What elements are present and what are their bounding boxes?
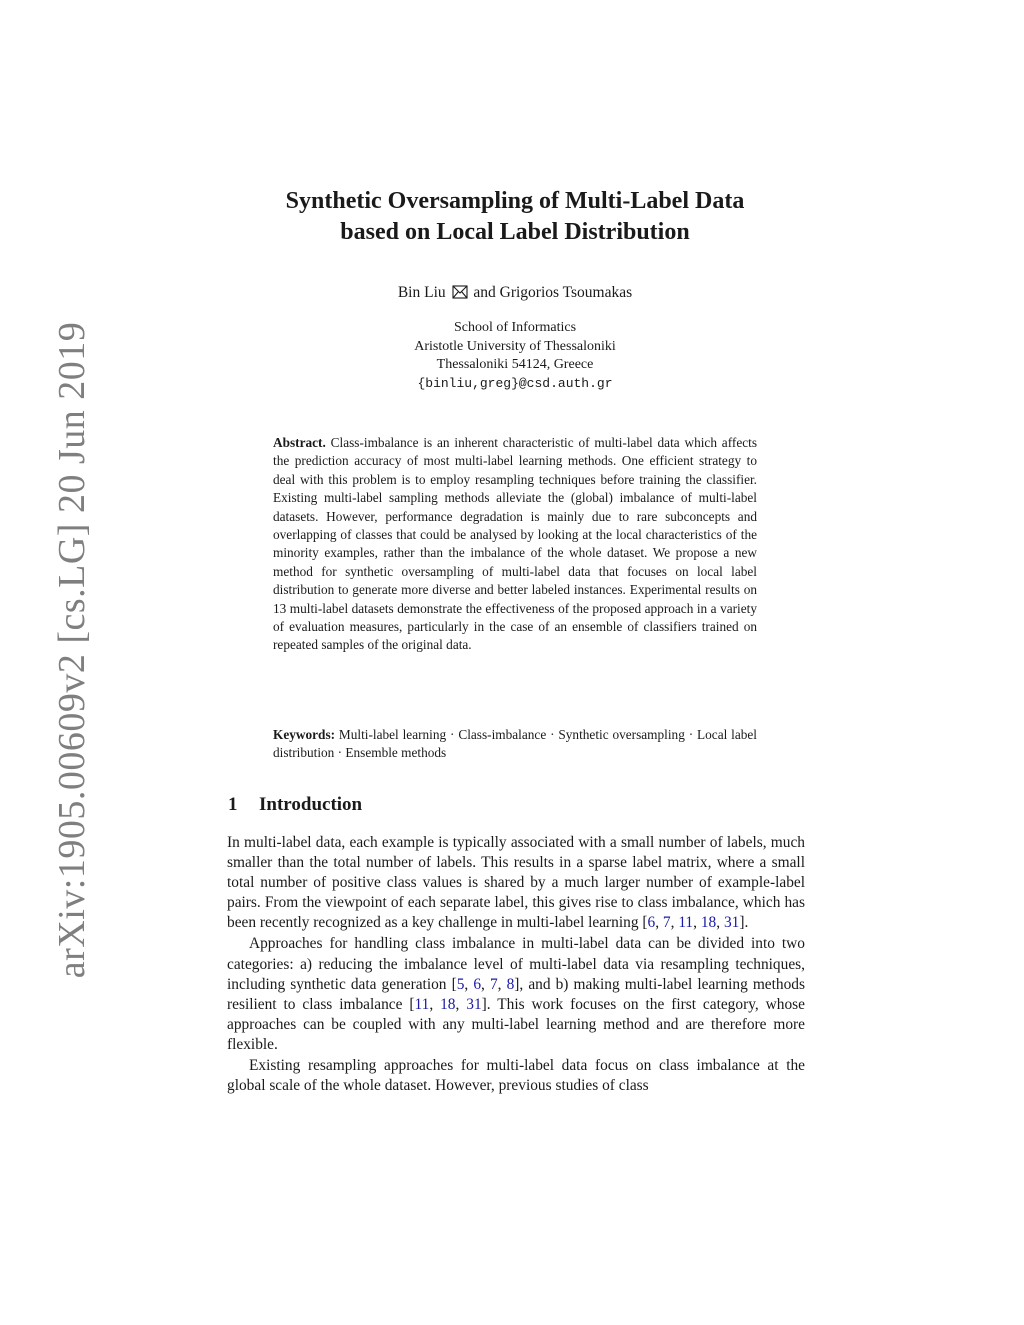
citation-link[interactable]: 5 bbox=[456, 975, 465, 993]
affiliation-city: Thessaloniki 54124, Greece bbox=[436, 357, 594, 372]
keywords-label: Keywords: bbox=[273, 727, 336, 742]
citation-link[interactable]: 11 bbox=[678, 914, 694, 932]
section-heading bbox=[228, 794, 362, 816]
body-text bbox=[227, 833, 805, 1097]
citation-link[interactable]: 18 bbox=[440, 995, 456, 1013]
keywords bbox=[273, 726, 757, 763]
title-line-1: Synthetic Oversampling of Multi-Label Data bbox=[285, 188, 745, 214]
keywords-text: Multi-label learning · Class-imbalance · Synthetic oversampling · Local label distribution · Ensemble methods bbox=[273, 727, 757, 761]
abstract-label: Abstract. bbox=[273, 435, 326, 450]
citation-link[interactable]: 8 bbox=[506, 975, 515, 993]
citation-link[interactable]: 31 bbox=[723, 914, 740, 932]
abstract bbox=[273, 434, 757, 655]
citation-link[interactable]: 7 bbox=[489, 975, 498, 993]
citation-link[interactable]: 7 bbox=[662, 914, 671, 932]
citation-link[interactable]: 6 bbox=[647, 914, 656, 932]
paragraph-3: Existing resampling approaches for multi-label data focus on class imbalance at the global scale of the whole dataset. However, previous studies of class bbox=[227, 1057, 805, 1095]
author-list bbox=[180, 284, 850, 304]
paragraph-2: Approaches for handling class imbalance in multi-label data can be divided into two categories: a) reducing the imbalance level of multi-label data via resampling techniques, including synthetic data generation [5, 6, 7, 8], and b) making multi-label learning methods resilient to class imbalance [11, 18, 31]. This work focuses on the first category, whose approaches can be coupled with any multi-label learning method and are therefore more flexible. bbox=[227, 935, 805, 1053]
arxiv-identifier-stamp: arXiv:1905.00609v2 [cs.LG] 20 Jun 2019 bbox=[51, 321, 93, 979]
paragraph-1-end: ]. bbox=[739, 914, 749, 932]
citation-link[interactable]: 31 bbox=[466, 995, 482, 1013]
affiliation-school: School of Informatics bbox=[453, 320, 577, 335]
paragraph-2-text-b: ], and b) making multi-label learning methods resilient to class imbalance [ bbox=[227, 975, 805, 1013]
paper-title bbox=[180, 186, 850, 248]
citation-link[interactable]: 18 bbox=[700, 914, 717, 932]
affiliation-university: Aristotle University of Thessaloniki bbox=[414, 338, 616, 354]
citation-link[interactable]: 11 bbox=[414, 995, 430, 1013]
abstract-text: Class-imbalance is an inherent characteristic of multi-label data which affects the prediction accuracy of most multi-label learning methods. One efficient strategy to deal with this problem is to employ resampling techniques before training the classifier. Existing multi-label sampling methods alleviate the (global) imbalance of multi-label datasets. However, performance degradation is mainly due to rare subconcepts and overlapping of classes that could be analysed by looking at the local characteristics of the minority examples, rather than the imbalance of the whole dataset. We propose a new method for synthetic oversampling of multi-label data that focuses on local label distribution to generate more diverse and better labeled instances. Experimental results on 13 multi-label datasets demonstrate the effectiveness of the proposed approach in a variety of evaluation measures, particularly in the case of an ensemble of classifiers trained on repeated samples of the original data. bbox=[273, 435, 757, 653]
paragraph-2-text-c: ]. This work focuses on the first category, whose approaches can be coupled with any multi-label learning method and are therefore more flexible. bbox=[227, 995, 805, 1053]
author-email: {binliu,greg}@csd.auth.gr bbox=[417, 375, 613, 391]
paragraph-1: In multi-label data, each example is typically associated with a small number of labels, much smaller than the total number of labels. This results in a sparse label matrix, where a small total number of positive class values is shared by a much larger number of example-label pairs. From the viewpoint of each separate label, this gives rise to class imbalance, which has been recently recognized as a key challenge in multi-label learning [6, 7, 11, 18, 31]. bbox=[227, 834, 805, 932]
citation-link[interactable]: 6 bbox=[473, 975, 482, 993]
affiliation bbox=[180, 319, 850, 393]
envelope-icon bbox=[452, 285, 468, 304]
section-title: Introduction bbox=[259, 794, 363, 815]
author-bin-liu: Bin Liu bbox=[397, 284, 446, 301]
title-line-2: based on Local Label Distribution bbox=[340, 219, 690, 245]
author-rest: and Grigorios Tsoumakas bbox=[473, 284, 633, 301]
section-number: 1 bbox=[228, 794, 238, 815]
paragraph-2-text-a: Approaches for handling class imbalance in multi-label data can be divided into two categories: a) reducing the imbalance level of multi-label data via resampling techniques, including synthetic data generation [ bbox=[227, 935, 805, 993]
paragraph-1-text: In multi-label data, each example is typically associated with a small number of labels, much smaller than the total number of labels. This results in a sparse label matrix, where a small total number of positive class values is shared by a much larger number of example-label pairs. From the viewpoint of each separate label, this gives rise to class imbalance, which has been recently recognized as a key challenge in multi-label learning [ bbox=[227, 834, 805, 932]
